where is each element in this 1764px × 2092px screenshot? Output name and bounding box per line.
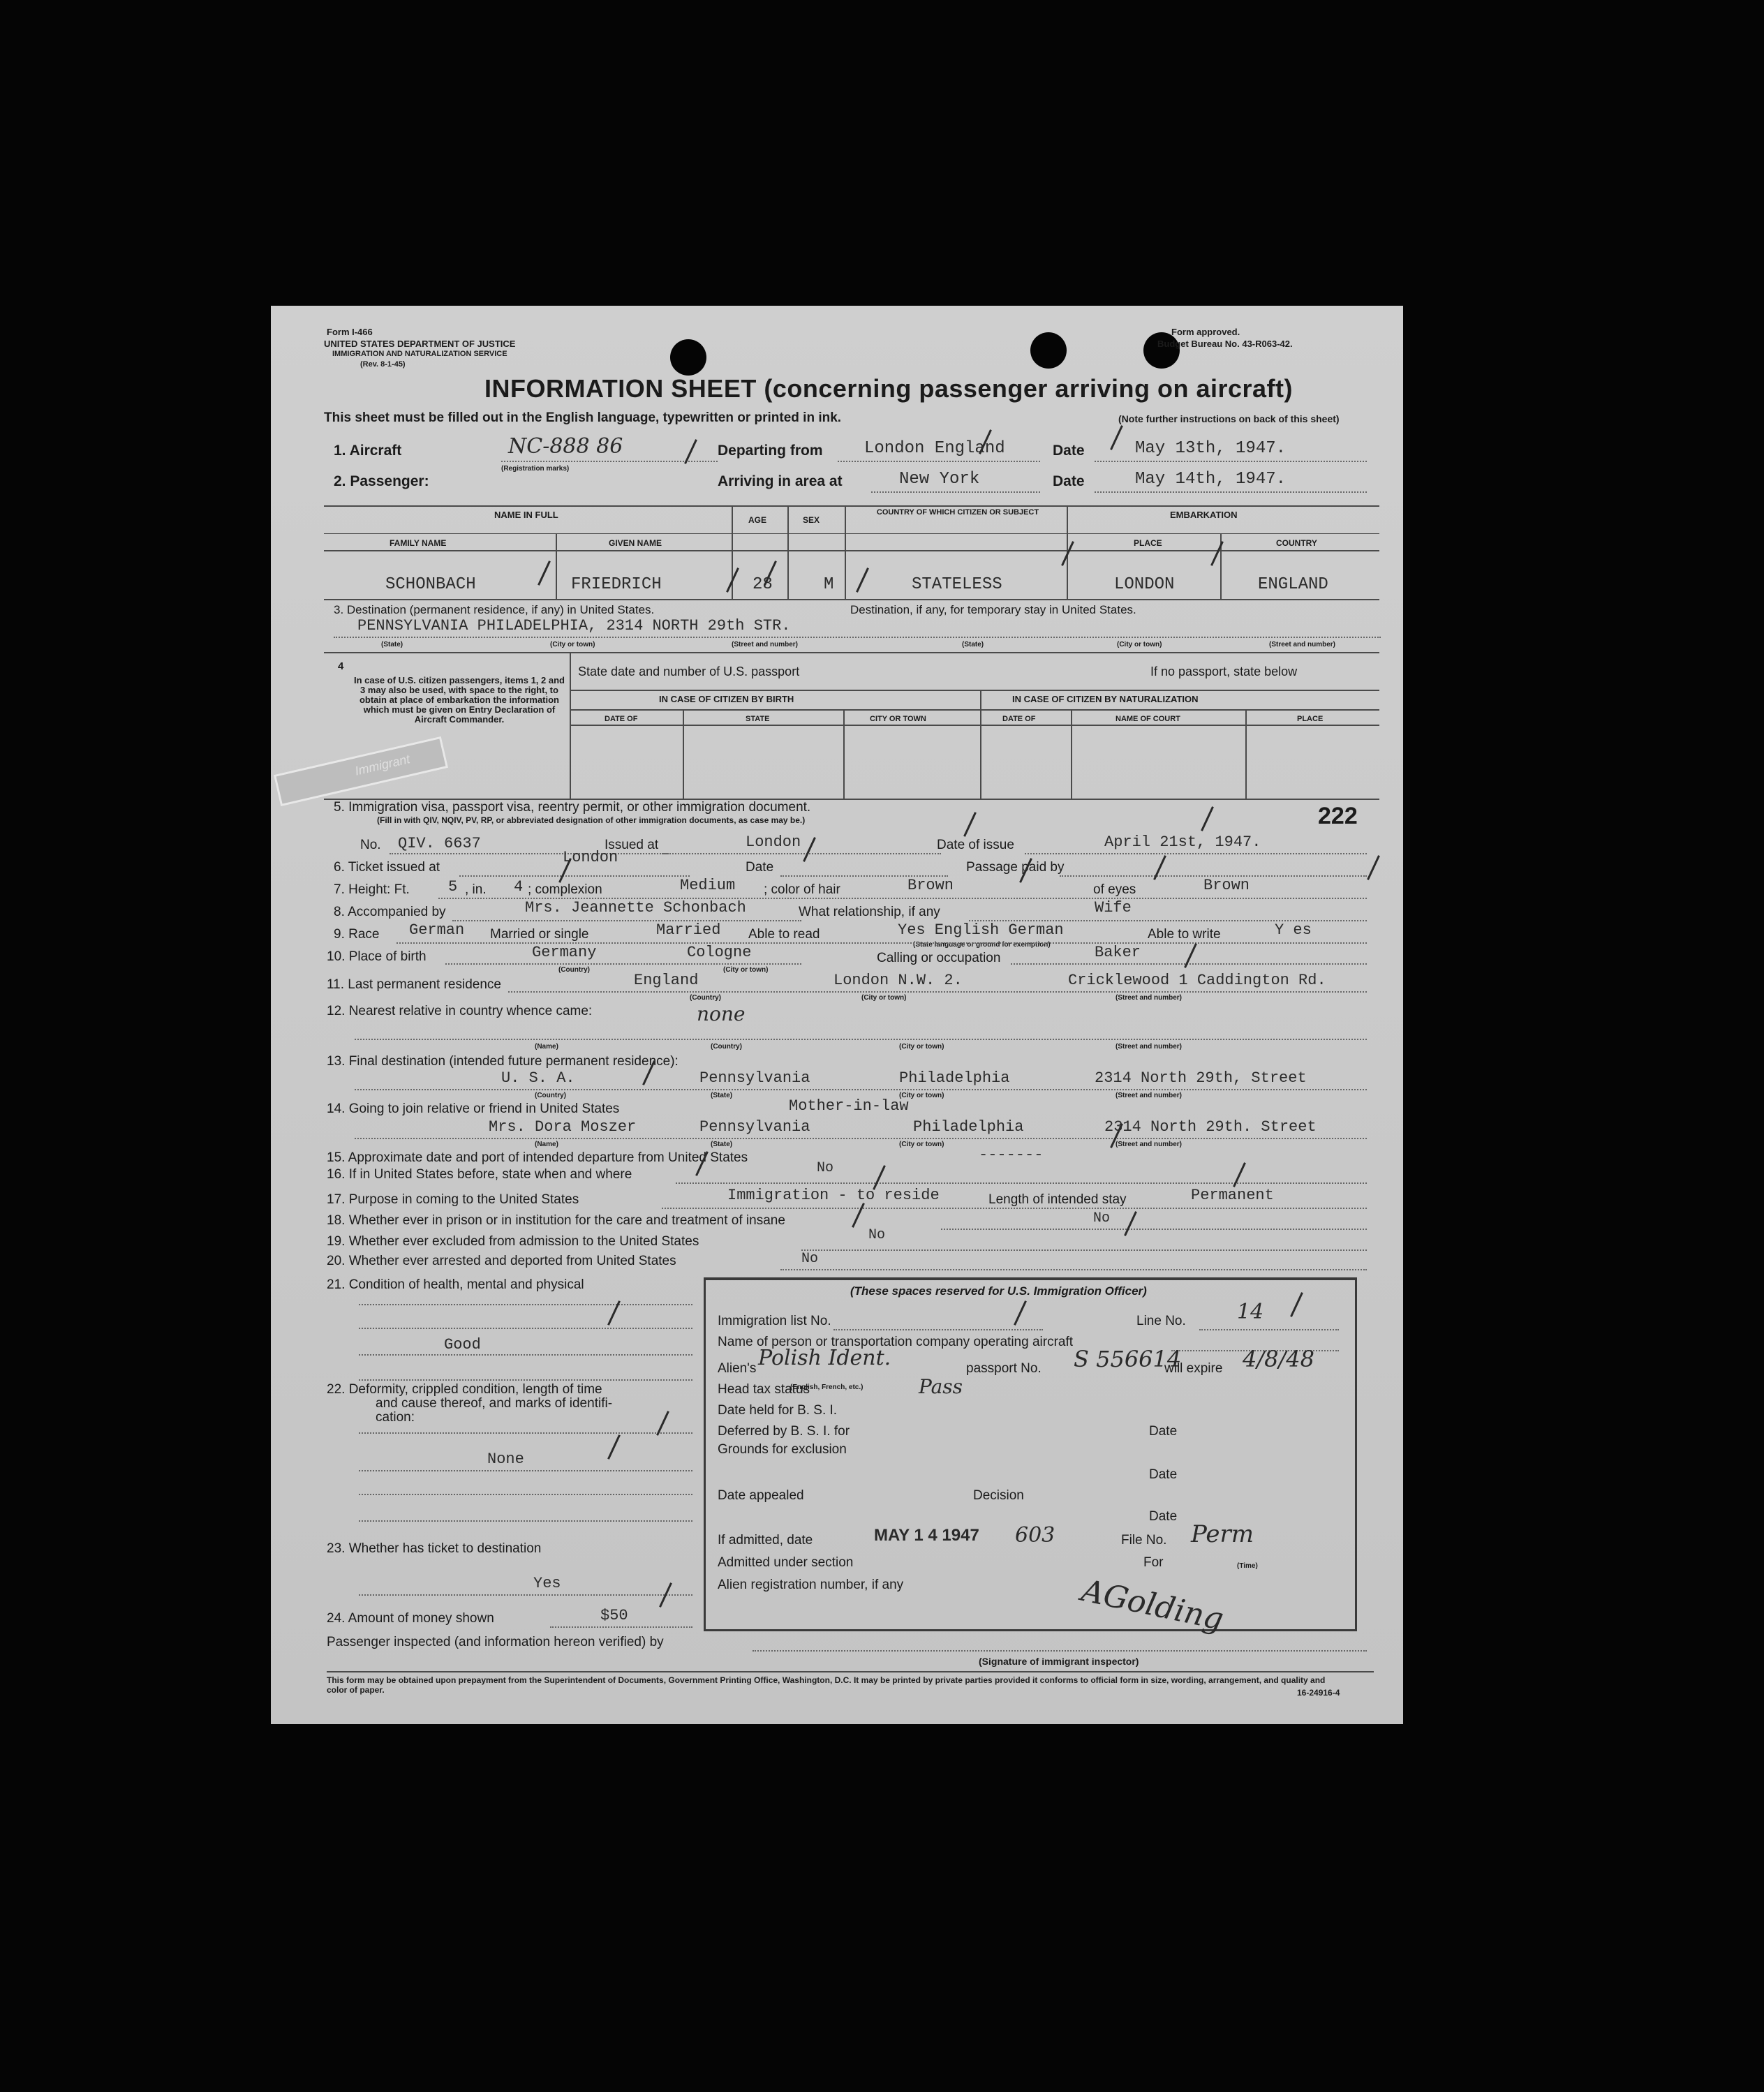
embarkation-header: EMBARKATION [1170,510,1238,520]
item3-value: PENNSYLVANIA PHILADELPHIA, 2314 NORTH 29th STR. [357,617,791,635]
registration-value: NC-888 86 [508,434,623,459]
final-cap-city: (City or town) [899,1092,944,1099]
admitted-date-stamp: MAY 1 4 1947 [874,1526,979,1545]
form-number: Form I-466 [327,327,373,337]
item17-label: 17. Purpose in coming to the United States [327,1192,579,1207]
item5-no-value: QIV. 6637 [398,835,481,852]
alien-reg-label: Alien registration number, if any [718,1578,904,1592]
naturalization-header: IN CASE OF CITIZEN BY NATURALIZATION [1012,694,1199,704]
item4-number: 4 [338,660,344,672]
age-header: AGE [748,515,767,525]
depart-date-label: Date [1053,443,1085,459]
final-city: Philadelphia [899,1069,1010,1087]
passport-sub: Pass [919,1375,963,1398]
date-issue-value: April 21st, 1947. [1104,833,1261,851]
item20-value: No [801,1251,819,1267]
aircraft-label: 1. Aircraft [334,443,402,459]
item22-label1: 22. Deformity, crippled condition, length of time [327,1382,602,1397]
col-city: CITY OR TOWN [870,715,926,723]
information-sheet [271,306,1403,1724]
appealed-label: Date appealed [718,1488,804,1503]
birth-country: Germany [532,944,597,961]
service: IMMIGRATION AND NATURALIZATION SERVICE [332,350,507,358]
signature-caption: (Signature of immigrant inspector) [979,1656,1139,1667]
relative-cap-country: (Country) [711,1043,742,1051]
col-place: PLACE [1297,715,1324,723]
approval-line1: Form approved. [1171,327,1240,337]
item3-label2: Destination, if any, for temporary stay in United States. [850,603,1136,616]
length-stay-label: Length of intended stay [988,1192,1127,1207]
birth-city: Cologne [687,944,752,961]
relative-cap-city: (City or town) [899,1043,944,1051]
item18-label: 18. Whether ever in prison or in institution for the care and treatment of insane [327,1213,785,1228]
item15-label: 15. Approximate date and port of intended departure from United States [327,1150,748,1165]
decision-date-label: Date [1149,1509,1178,1524]
item19-label: 19. Whether ever excluded from admission to the United States [327,1234,699,1249]
item22-label2: and cause thereof, and marks of identifi- [376,1396,613,1411]
time-caption: (Time) [1237,1562,1258,1570]
final-cap-street: (Street and number) [1116,1092,1183,1099]
item3-cap-city: (City or town) [550,641,595,648]
admitted-section-value: 603 [1015,1523,1055,1548]
no-passport-label: If no passport, state below [1150,665,1298,678]
relative-value: none [697,1002,746,1025]
arriving-label: Arriving in area at [718,473,843,489]
approval-line2: Budget Bureau No. 43-R063-42. [1157,339,1293,349]
family-name-header: FAMILY NAME [390,538,447,548]
item3-cap-city2: (City or town) [1117,641,1162,648]
punch-hole [1143,332,1180,369]
write-label: Able to write [1148,927,1221,942]
residence-city: London N.W. 2. [833,972,963,989]
section-label: Admitted under section [718,1555,854,1570]
bsi-label: Date held for B. S. I. [718,1403,838,1418]
file-label: File No. [1121,1533,1167,1548]
arrive-date-value: May 14th, 1947. [1135,470,1287,489]
expire-value: 4/8/48 [1243,1346,1314,1372]
item24-value: $50 [600,1607,628,1624]
stamp-label: Immigrant [353,752,411,778]
complexion-value: Medium [680,877,736,894]
race-value: German [409,921,465,939]
passport-no-value: S 556614 [1074,1346,1182,1372]
item6-date-label: Date [746,860,774,875]
item16-value: No [817,1160,834,1176]
arriving-value: New York [899,470,980,489]
country-header: COUNTRY [1276,538,1317,548]
item22-value: None [487,1451,524,1468]
immigrant-stamp [274,736,448,806]
passage-paid-label: Passage paid by [966,860,1065,875]
officer-header: (These spaces reserved for U.S. Immigration Officer) [850,1284,1147,1298]
passport-no-label: passport No. [966,1361,1042,1376]
eyes-value: Brown [1203,877,1250,894]
relationship-label: What relationship, if any [799,905,940,919]
footer-code: 16-24916-4 [1297,1688,1340,1698]
item10-label: 10. Place of birth [327,949,427,964]
item6-value: London [563,849,618,866]
residence-country: England [634,972,699,989]
line-label: Line No. [1136,1314,1186,1328]
occupation-value: Baker [1095,944,1141,961]
issued-at-label: Issued at [605,838,659,852]
arrive-date-label: Date [1053,473,1085,489]
join-city: Philadelphia [913,1118,1024,1136]
item23-label: 23. Whether has ticket to destination [327,1541,542,1556]
join-relationship: Mother-in-law [789,1097,909,1115]
item9-label: 9. Race [334,927,380,942]
family-name-value: SCHONBACH [385,575,476,594]
depart-date-value: May 13th, 1947. [1135,439,1287,458]
aliens-caption: (English, French, etc.) [790,1383,864,1391]
issued-at-value: London [746,833,801,851]
hair-label: ; color of hair [764,882,840,897]
item11-label: 11. Last permanent residence [327,977,501,992]
in-label: , in. [465,882,487,897]
length-stay-value: Permanent [1191,1187,1274,1204]
col-date-of-1: DATE OF [605,715,638,723]
grounds-date-label: Date [1149,1467,1178,1482]
col-court: NAME OF COURT [1116,715,1180,723]
company-label: Name of person or transportation company operating aircraft [718,1335,1074,1349]
join-state: Pennsylvania [699,1118,810,1136]
item7-label: 7. Height: Ft. [334,882,410,897]
item5-no-label: No. [360,838,381,852]
citizen-value: STATELESS [912,575,1002,594]
inspected-label: Passenger inspected (and information hereon verified) by [327,1635,664,1649]
registration-caption: (Registration marks) [501,465,570,473]
expire-label: will expire [1164,1361,1223,1376]
sex-value: M [824,575,834,594]
age-value: 28 [753,575,773,594]
admitted-label: If admitted, date [718,1533,813,1548]
sex-header: SEX [803,515,820,525]
residence-street: Cricklewood 1 Caddington Rd. [1068,972,1326,989]
relationship-value: Wife [1095,899,1132,917]
join-cap-state: (State) [711,1141,733,1148]
place-header: PLACE [1134,538,1162,548]
complexion-label: ; complexion [528,882,602,897]
residence-cap-city: (City or town) [861,994,907,1002]
punch-hole [670,339,706,376]
name-in-full-header: NAME IN FULL [494,510,558,520]
page-title: INFORMATION SHEET (concerning passenger arriving on aircraft) [484,374,1294,403]
file-value: Perm [1191,1520,1254,1548]
join-name: Mrs. Dora Moszer [489,1118,637,1136]
line-value: 14 [1237,1300,1264,1324]
join-street: 2314 North 29th. Street [1104,1118,1317,1136]
footer-text: This form may be obtained upon prepayment from the Superintendent of Documents, Government Printing Office, Washington, D.C. It may be printed by private parties provided it conforms to official form in size, wording, arrangement, and quality and color of paper. [327,1675,1326,1695]
married-value: Married [656,921,721,939]
item5-label: 5. Immigration visa, passport visa, reentry permit, or other immigration document. [334,800,811,815]
item21-label: 21. Condition of health, mental and physical [327,1277,584,1292]
instruction-note: (Note further instructions on back of this sheet) [1118,413,1340,424]
final-cap-state: (State) [711,1092,733,1099]
join-cap-city: (City or town) [899,1141,944,1148]
item6-label: 6. Ticket issued at [334,860,440,875]
embark-place-value: LONDON [1114,575,1175,594]
departing-label: Departing from [718,443,823,459]
departing-value: London England [864,439,1005,458]
item4-side-note: In case of U.S. citizen passengers, items 1, 2 and 3 may also be used, with space to the right, to obtain at place of embarkation the information which must be given on Entry Declaration of Aircraft Commander. [353,675,565,725]
item3-cap-state2: (State) [962,641,984,648]
relative-cap-name: (Name) [535,1043,558,1051]
item18-value: No [1093,1210,1111,1226]
read-value: Yes English German [898,921,1064,939]
height-in: 4 [514,878,524,896]
item14-label: 14. Going to join relative or friend in United States [327,1101,620,1116]
birth-cap-city: (City or town) [723,966,769,974]
item8-label: 8. Accompanied by [334,905,446,919]
passport-label: State date and number of U.S. passport [578,665,800,678]
item24-label: 24. Amount of money shown [327,1611,494,1626]
item3-cap-state: (State) [381,641,403,648]
given-name-value: FRIEDRICH [571,575,662,594]
embark-country-value: ENGLAND [1258,575,1328,594]
item15-value: ------- [979,1146,1044,1164]
hair-value: Brown [907,877,954,894]
birth-header: IN CASE OF CITIZEN BY BIRTH [659,694,794,704]
inspector-signature: AGolding [1078,1573,1227,1638]
item19-value: No [868,1227,886,1243]
final-state: Pennsylvania [699,1069,810,1087]
revision: (Rev. 8-1-45) [360,360,406,369]
aliens-label: Alien's [718,1361,757,1376]
residence-cap-street: (Street and number) [1116,994,1183,1002]
read-caption: (State language or ground for exemption) [913,941,1051,949]
join-cap-name: (Name) [535,1141,558,1148]
instruction: This sheet must be filled out in the English language, typewritten or printed in ink. [324,410,842,425]
occupation-label: Calling or occupation [877,951,1001,965]
item3-cap-street: (Street and number) [732,641,799,648]
col-date-of-2: DATE OF [1002,715,1036,723]
given-name-header: GIVEN NAME [609,538,662,548]
read-label: Able to read [748,927,820,942]
married-label: Married or single [490,927,589,942]
list-label: Immigration list No. [718,1314,831,1328]
aliens-value: Polish Ident. [758,1346,891,1370]
join-cap-street: (Street and number) [1116,1141,1183,1148]
item17-value: Immigration - to reside [727,1187,940,1204]
item22-label3: cation: [376,1410,415,1425]
passenger-label: 2. Passenger: [334,473,429,489]
headtax-label: Head tax status [718,1382,810,1397]
item5-sublabel: (Fill in with QIV, NQIV, PV, RP, or abbreviated designation of other immigration documents, as case may be.) [377,815,806,825]
final-cap-country: (Country) [535,1092,566,1099]
height-ft: 5 [448,878,458,896]
col-state: STATE [746,715,770,723]
date-issue-label: Date of issue [937,838,1014,852]
item3-label: 3. Destination (permanent residence, if any) in United States. [334,603,655,616]
grounds-label: Grounds for exclusion [718,1442,847,1457]
for-label: For [1143,1555,1164,1570]
residence-cap-country: (Country) [690,994,721,1002]
stamp-number: 222 [1318,803,1358,829]
country-citizen-header: COUNTRY OF WHICH CITIZEN OR SUBJECT [876,508,1039,517]
item23-value: Yes [533,1575,561,1592]
item12-label: 12. Nearest relative in country whence came: [327,1004,593,1018]
write-value: Y es [1275,921,1312,939]
item13-label: 13. Final destination (intended future permanent residence): [327,1054,679,1069]
item20-label: 20. Whether ever arrested and deported from United States [327,1254,676,1268]
eyes-label: of eyes [1093,882,1136,897]
relative-cap-street: (Street and number) [1116,1043,1183,1051]
department: UNITED STATES DEPARTMENT OF JUSTICE [324,339,516,349]
deferred-label: Deferred by B. S. I. for [718,1424,850,1439]
final-street: 2314 North 29th, Street [1095,1069,1307,1087]
birth-cap-country: (Country) [558,966,590,974]
punch-hole [1030,332,1067,369]
item16-label: 16. If in United States before, state when and where [327,1167,632,1182]
deferred-date-label: Date [1149,1424,1178,1439]
decision-label: Decision [973,1488,1024,1503]
item21-value: Good [444,1336,481,1353]
item3-cap-street2: (Street and number) [1269,641,1336,648]
accompanied-value: Mrs. Jeannette Schonbach [525,899,746,917]
final-country: U. S. A. [501,1069,575,1087]
